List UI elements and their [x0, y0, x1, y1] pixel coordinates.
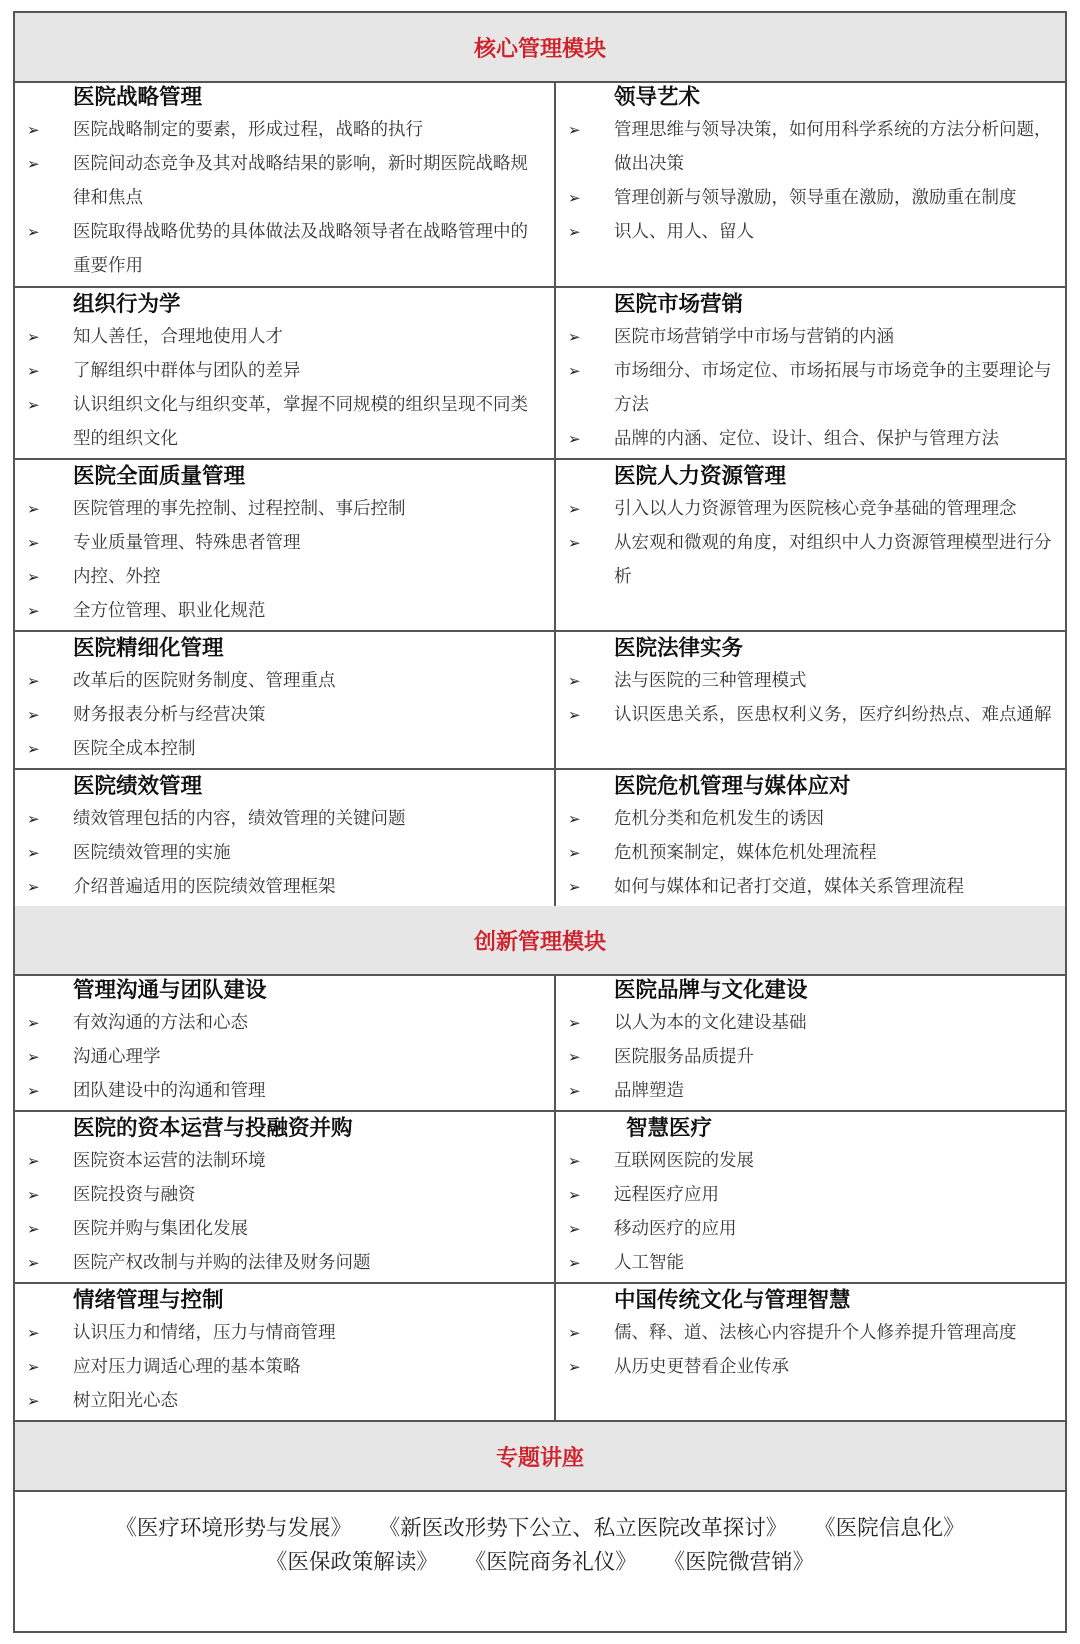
- list-item: [15, 836, 554, 870]
- list-item: [15, 664, 554, 698]
- module-cell-left: [15, 81, 556, 286]
- list-item: [15, 492, 554, 526]
- module-cell-right: [556, 460, 1065, 630]
- list-item: [15, 1246, 554, 1280]
- module-items: [15, 802, 554, 904]
- arrow-bullet-icon: ➢: [27, 500, 40, 518]
- innovation-row: [15, 1284, 1065, 1422]
- list-item: [556, 1178, 1065, 1212]
- list-item: [556, 836, 1065, 870]
- list-item: [556, 802, 1065, 836]
- arrow-bullet-icon: ➢: [27, 1048, 40, 1066]
- list-item-text: 引入以人力资源管理为医院核心竞争基础的管理理念: [614, 499, 1017, 519]
- list-item-text: 法与医院的三种管理模式: [614, 671, 807, 691]
- arrow-bullet-icon: ➢: [27, 1082, 40, 1100]
- arrow-bullet-icon: ➢: [27, 810, 40, 828]
- module-cell-left: [15, 974, 556, 1110]
- arrow-bullet-icon: ➢: [568, 1324, 581, 1342]
- arrow-bullet-icon: ➢: [568, 1048, 581, 1066]
- list-item: [556, 354, 1065, 422]
- list-item-text: 互联网医院的发展: [614, 1151, 754, 1171]
- arrow-bullet-icon: ➢: [27, 672, 40, 690]
- module-title: 医院人力资源管理: [614, 464, 787, 489]
- list-item-text: 介绍普遍适用的医院绩效管理框架: [73, 877, 336, 897]
- module-title: 医院品牌与文化建设: [614, 978, 808, 1003]
- list-item: [15, 732, 554, 766]
- list-item-text: 医院战略制定的要素，形成过程，战略的执行: [73, 120, 423, 140]
- list-item: [15, 802, 554, 836]
- module-title: 情绪管理与控制: [73, 1288, 224, 1313]
- module-cell-left: [15, 632, 556, 768]
- list-item: [556, 181, 1065, 215]
- list-item: [15, 594, 554, 628]
- list-item-text: 认识医患关系，医患权利义务，医疗纠纷热点、难点通解: [614, 705, 1052, 725]
- list-item: [556, 1316, 1065, 1350]
- lecture-title: 《医院信息化》: [814, 1516, 965, 1541]
- arrow-bullet-icon: ➢: [27, 740, 40, 758]
- arrow-bullet-icon: ➢: [568, 121, 581, 139]
- list-item: [556, 215, 1065, 249]
- list-item-text: 识人、用人、留人: [614, 222, 754, 242]
- list-item: [15, 1040, 554, 1074]
- arrow-bullet-icon: ➢: [27, 1014, 40, 1032]
- arrow-bullet-icon: ➢: [568, 534, 581, 552]
- module-title: 中国传统文化与管理智慧: [614, 1288, 851, 1313]
- arrow-bullet-icon: ➢: [568, 328, 581, 346]
- arrow-bullet-icon: ➢: [27, 534, 40, 552]
- list-item-text: 医院管理的事先控制、过程控制、事后控制: [73, 499, 406, 519]
- lecture-title: 《医保政策解读》: [265, 1550, 438, 1575]
- arrow-bullet-icon: ➢: [568, 1152, 581, 1170]
- list-item-text: 了解组织中群体与团队的差异: [73, 361, 301, 381]
- list-item-text: 医院并购与集团化发展: [73, 1219, 248, 1239]
- arrow-bullet-icon: ➢: [568, 1186, 581, 1204]
- list-item-text: 管理创新与领导激励，领导重在激励，激励重在制度: [614, 188, 1017, 208]
- module-cell-left: [15, 770, 556, 906]
- list-item: [15, 526, 554, 560]
- core-row: [15, 770, 1065, 908]
- list-item: [556, 664, 1065, 698]
- innovation-row: [15, 1112, 1065, 1284]
- module-items: [556, 492, 1065, 594]
- list-item-text: 内控、外控: [73, 567, 161, 587]
- core-row: [15, 288, 1065, 460]
- list-item: [15, 215, 554, 283]
- list-item: [556, 320, 1065, 354]
- list-item: [15, 354, 554, 388]
- list-item: [15, 147, 554, 215]
- list-item-text: 认识压力和情绪，压力与情商管理: [73, 1323, 336, 1343]
- lectures-line-1: [15, 1512, 1065, 1546]
- module-cell-right: [556, 770, 1065, 906]
- list-item: [15, 320, 554, 354]
- arrow-bullet-icon: ➢: [568, 223, 581, 241]
- core-row: [15, 632, 1065, 770]
- module-items: [556, 1006, 1065, 1108]
- module-items: [15, 113, 554, 283]
- list-item-text: 专业质量管理、特殊患者管理: [73, 533, 301, 553]
- module-items: [15, 1316, 554, 1418]
- list-item-text: 以人为本的文化建设基础: [614, 1013, 807, 1033]
- module-items: [556, 320, 1065, 456]
- module-items: [15, 1144, 554, 1280]
- innovation-module-header: 创新管理模块: [15, 906, 1065, 976]
- arrow-bullet-icon: ➢: [27, 602, 40, 620]
- arrow-bullet-icon: ➢: [568, 672, 581, 690]
- list-item-text: 医院服务品质提升: [614, 1047, 754, 1067]
- module-cell-right: [556, 1284, 1065, 1420]
- list-item: [15, 1384, 554, 1418]
- course-outline-table: [13, 11, 1067, 1633]
- module-cell-right: [556, 288, 1065, 458]
- module-title: 医院绩效管理: [73, 774, 203, 799]
- list-item: [15, 113, 554, 147]
- module-cell-right: [556, 974, 1065, 1110]
- list-item-text: 人工智能: [614, 1253, 684, 1273]
- core-row: [15, 460, 1065, 632]
- lectures-line-2: [15, 1546, 1065, 1580]
- arrow-bullet-icon: ➢: [568, 810, 581, 828]
- module-cell-right: [556, 1112, 1065, 1282]
- innovation-row: [15, 974, 1065, 1112]
- arrow-bullet-icon: ➢: [27, 1324, 40, 1342]
- arrow-bullet-icon: ➢: [27, 1152, 40, 1170]
- list-item-text: 医院间动态竞争及其对战略结果的影响，新时期医院战略规律和焦点: [73, 154, 528, 208]
- list-item-text: 危机分类和危机发生的诱因: [614, 809, 824, 829]
- list-item-text: 医院资本运营的法制环境: [73, 1151, 266, 1171]
- arrow-bullet-icon: ➢: [27, 1392, 40, 1410]
- module-title: 领导艺术: [614, 85, 701, 110]
- arrow-bullet-icon: ➢: [27, 844, 40, 862]
- list-item: [556, 1246, 1065, 1280]
- list-item: [15, 560, 554, 594]
- module-title: 医院危机管理与媒体应对: [614, 774, 851, 799]
- list-item-text: 医院绩效管理的实施: [73, 843, 231, 863]
- list-item-text: 管理思维与领导决策，如何用科学系统的方法分析问题，做出决策: [614, 120, 1052, 174]
- arrow-bullet-icon: ➢: [568, 1220, 581, 1238]
- list-item-text: 远程医疗应用: [614, 1185, 719, 1205]
- module-items: [556, 113, 1065, 249]
- list-item-text: 医院取得战略优势的具体做法及战略领导者在战略管理中的重要作用: [73, 222, 528, 276]
- list-item-text: 移动医疗的应用: [614, 1219, 737, 1239]
- arrow-bullet-icon: ➢: [27, 121, 40, 139]
- module-title: 组织行为学: [73, 292, 181, 317]
- list-item-text: 应对压力调适心理的基本策略: [73, 1357, 301, 1377]
- module-items: [15, 1006, 554, 1108]
- module-title: 医院精细化管理: [73, 636, 224, 661]
- list-item-text: 财务报表分析与经营决策: [73, 705, 266, 725]
- arrow-bullet-icon: ➢: [27, 568, 40, 586]
- list-item: [556, 492, 1065, 526]
- list-item: [556, 1212, 1065, 1246]
- arrow-bullet-icon: ➢: [568, 430, 581, 448]
- core-module-header: 核心管理模块: [15, 13, 1065, 83]
- lectures-header: 专题讲座: [15, 1422, 1065, 1492]
- list-item: [15, 870, 554, 904]
- module-items: [556, 802, 1065, 904]
- arrow-bullet-icon: ➢: [27, 223, 40, 241]
- list-item: [556, 870, 1065, 904]
- list-item-text: 市场细分、市场定位、市场拓展与市场竞争的主要理论与方法: [614, 361, 1052, 415]
- module-items: [556, 664, 1065, 732]
- lecture-title: 《医院微营销》: [663, 1550, 815, 1575]
- arrow-bullet-icon: ➢: [27, 1220, 40, 1238]
- arrow-bullet-icon: ➢: [568, 1358, 581, 1376]
- list-item-text: 全方位管理、职业化规范: [73, 601, 266, 621]
- arrow-bullet-icon: ➢: [27, 706, 40, 724]
- arrow-bullet-icon: ➢: [568, 362, 581, 380]
- module-title: 医院战略管理: [73, 85, 203, 110]
- module-items: [15, 320, 554, 456]
- list-item-text: 品牌塑造: [614, 1081, 684, 1101]
- list-item-text: 医院市场营销学中市场与营销的内涵: [614, 327, 894, 347]
- list-item-text: 从历史更替看企业传承: [614, 1357, 789, 1377]
- list-item-text: 沟通心理学: [73, 1047, 161, 1067]
- lectures-list: [15, 1490, 1065, 1633]
- arrow-bullet-icon: ➢: [27, 155, 40, 173]
- list-item: [15, 1144, 554, 1178]
- list-item: [15, 1074, 554, 1108]
- module-cell-right: [556, 81, 1065, 286]
- module-cell-right: [556, 632, 1065, 768]
- list-item: [556, 526, 1065, 594]
- arrow-bullet-icon: ➢: [27, 362, 40, 380]
- arrow-bullet-icon: ➢: [568, 844, 581, 862]
- arrow-bullet-icon: ➢: [27, 1254, 40, 1272]
- list-item: [556, 1074, 1065, 1108]
- list-item-text: 树立阳光心态: [73, 1391, 178, 1411]
- lecture-title: 《医院商务礼仪》: [464, 1550, 637, 1575]
- list-item: [15, 1316, 554, 1350]
- list-item-text: 医院产权改制与并购的法律及财务问题: [73, 1253, 371, 1273]
- arrow-bullet-icon: ➢: [568, 189, 581, 207]
- module-title: 医院的资本运营与投融资并购: [73, 1116, 353, 1141]
- arrow-bullet-icon: ➢: [568, 706, 581, 724]
- arrow-bullet-icon: ➢: [27, 396, 40, 414]
- list-item: [556, 1144, 1065, 1178]
- arrow-bullet-icon: ➢: [568, 1082, 581, 1100]
- list-item: [15, 1178, 554, 1212]
- arrow-bullet-icon: ➢: [27, 878, 40, 896]
- arrow-bullet-icon: ➢: [568, 1014, 581, 1032]
- module-title: 医院市场营销: [614, 292, 744, 317]
- list-item: [556, 1350, 1065, 1384]
- list-item: [15, 1212, 554, 1246]
- module-items: [15, 492, 554, 628]
- list-item: [556, 113, 1065, 181]
- list-item: [556, 698, 1065, 732]
- list-item: [15, 698, 554, 732]
- list-item: [556, 1040, 1065, 1074]
- list-item-text: 医院投资与融资: [73, 1185, 196, 1205]
- arrow-bullet-icon: ➢: [27, 1358, 40, 1376]
- module-title: 管理沟通与团队建设: [73, 978, 267, 1003]
- list-item-text: 医院全成本控制: [73, 739, 196, 759]
- list-item-text: 团队建设中的沟通和管理: [73, 1081, 266, 1101]
- module-title: 医院全面质量管理: [73, 464, 246, 489]
- list-item-text: 有效沟通的方法和心态: [73, 1013, 248, 1033]
- list-item-text: 从宏观和微观的角度，对组织中人力资源管理模型进行分析: [614, 533, 1052, 587]
- list-item-text: 知人善任，合理地使用人才: [73, 327, 283, 347]
- list-item: [15, 1006, 554, 1040]
- lecture-title: 《新医改形势下公立、私立医院改革探讨》: [378, 1516, 788, 1541]
- module-items: [556, 1144, 1065, 1280]
- list-item-text: 改革后的医院财务制度、管理重点: [73, 671, 336, 691]
- module-items: [15, 664, 554, 766]
- list-item: [15, 1350, 554, 1384]
- list-item-text: 品牌的内涵、定位、设计、组合、保护与管理方法: [614, 429, 999, 449]
- module-title: 智慧医疗: [626, 1116, 713, 1141]
- list-item-text: 如何与媒体和记者打交道，媒体关系管理流程: [614, 877, 964, 897]
- arrow-bullet-icon: ➢: [568, 1254, 581, 1272]
- list-item: [15, 388, 554, 456]
- module-cell-left: [15, 460, 556, 630]
- module-items: [556, 1316, 1065, 1384]
- list-item: [556, 1006, 1065, 1040]
- list-item-text: 危机预案制定，媒体危机处理流程: [614, 843, 877, 863]
- list-item-text: 儒、释、道、法核心内容提升个人修养提升管理高度: [614, 1323, 1017, 1343]
- arrow-bullet-icon: ➢: [568, 500, 581, 518]
- lecture-title: 《医疗环境形势与发展》: [115, 1516, 352, 1541]
- list-item-text: 认识组织文化与组织变革，掌握不同规模的组织呈现不同类型的组织文化: [73, 395, 528, 449]
- list-item-text: 绩效管理包括的内容，绩效管理的关键问题: [73, 809, 406, 829]
- module-cell-left: [15, 1112, 556, 1282]
- core-row: [15, 81, 1065, 288]
- arrow-bullet-icon: ➢: [27, 1186, 40, 1204]
- arrow-bullet-icon: ➢: [27, 328, 40, 346]
- arrow-bullet-icon: ➢: [568, 878, 581, 896]
- module-title: 医院法律实务: [614, 636, 744, 661]
- module-cell-left: [15, 288, 556, 458]
- module-cell-left: [15, 1284, 556, 1420]
- list-item: [556, 422, 1065, 456]
